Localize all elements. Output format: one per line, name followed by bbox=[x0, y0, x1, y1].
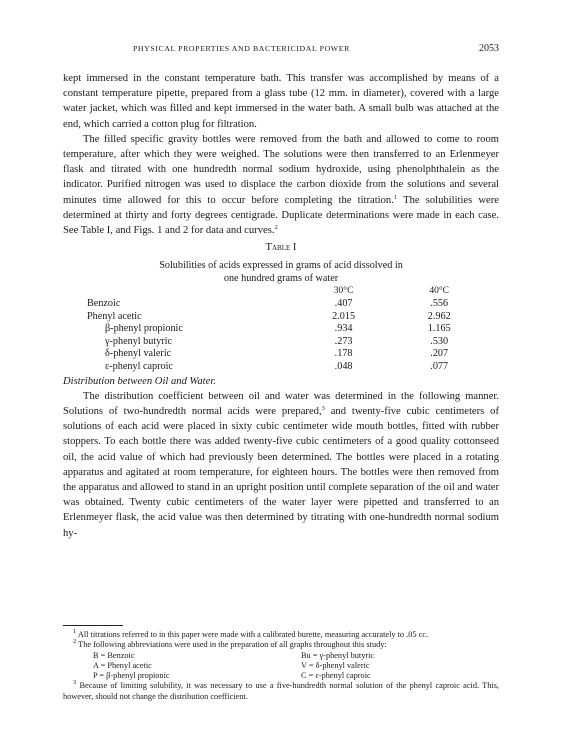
body-text bbox=[63, 71, 499, 541]
value-30c: .273 bbox=[334, 335, 353, 347]
value-40c: 2.962 bbox=[427, 310, 451, 322]
abbr-valeric: V = δ-phenyl valeric bbox=[301, 660, 370, 670]
value-30c: .934 bbox=[334, 323, 353, 335]
footnote-mark-1: 1 bbox=[73, 628, 77, 635]
abbr-acetic: A = Phenyl acetic bbox=[93, 660, 152, 670]
paragraph-2 bbox=[63, 132, 499, 238]
table-title-line-1: Solubilities of acids expressed in grams of acid dissolved in bbox=[159, 260, 403, 272]
acid-name: γ-phenyl butyric bbox=[105, 335, 173, 347]
abbr-benzoic: B = Benzoic bbox=[93, 650, 135, 660]
footnote-ref-3: 3 bbox=[321, 405, 325, 412]
running-head-title: PHYSICAL PROPERTIES AND BACTERICIDAL POWER bbox=[133, 44, 350, 53]
acid-name: β-phenyl propionic bbox=[105, 323, 183, 335]
acid-name: Benzoic bbox=[87, 298, 121, 310]
abbr-propionic: P = β-phenyl propionic bbox=[93, 671, 170, 681]
footnote-3-text: Because of limiting solubility, it was necessary to use a five-hundredth normal solution of the phenyl caproic acid. This, however, should not change the distribution coefficient. bbox=[63, 681, 499, 701]
value-40c: .077 bbox=[430, 361, 449, 372]
footnote-ref-1: 1 bbox=[393, 193, 398, 201]
footnote-1 bbox=[63, 630, 499, 640]
footnote-mark-3: 3 bbox=[73, 679, 77, 687]
paragraph-1: kept immersed in the constant temperature bath. This transfer was accomplished by means of a constant temperature pipette, prepared from a glass tube (12 mm. in diameter), covered with a large water jacket, which was filled and kept immersed in the water bath. A small bulb was attached at the end, which carried a cotton plug for filtration. bbox=[63, 73, 499, 130]
table-row bbox=[87, 298, 487, 311]
acid-name: δ-phenyl valeric bbox=[105, 348, 172, 360]
table-title-line-2: one hundred grams of water bbox=[223, 273, 339, 285]
page-number: 2053 bbox=[479, 43, 499, 54]
value-30c: .048 bbox=[334, 361, 353, 372]
footnote-divider bbox=[63, 625, 123, 626]
paragraph-2-text: The filled specific gravity bottles were removed from the bath and allowed to come to room temperature, after which they were weighed. The solutions were then transferred to an Erlenmeyer flask and titrated with one hundredth normal sodium hydroxide, using phenolphthalein as the indicator. Purified nitrogen was used to displace the carbon dioxide from the solutions and several minutes time allowed for this to occur before completing the titration. bbox=[63, 133, 499, 206]
value-30c: .407 bbox=[334, 298, 353, 310]
value-40c: .556 bbox=[430, 298, 449, 310]
table-header-blank bbox=[87, 285, 296, 298]
abbr-butyric: Bu = γ-phenyl butyric bbox=[301, 650, 375, 660]
table-row bbox=[87, 323, 487, 336]
col-header-30c: 30°C bbox=[333, 286, 354, 297]
solubility-table bbox=[87, 285, 487, 373]
value-40c: .530 bbox=[430, 335, 449, 347]
table-header-row bbox=[87, 285, 487, 298]
footnote-mark-2: 2 bbox=[73, 638, 77, 646]
value-30c: .178 bbox=[334, 348, 353, 360]
table-title bbox=[63, 259, 499, 285]
table-caption: Table I bbox=[265, 242, 297, 254]
value-40c: .207 bbox=[430, 348, 449, 360]
col-header-40c: 40°C bbox=[429, 286, 450, 297]
table-row bbox=[87, 361, 487, 374]
paragraph-3-text-a: The distribution coefficient between oil and water was determined in the following manner. Solutions of two-hundredth normal acids were prepared, bbox=[63, 390, 499, 417]
value-40c: 1.165 bbox=[427, 323, 451, 335]
footnotes bbox=[63, 630, 499, 702]
paragraph-3 bbox=[63, 389, 499, 541]
abbreviation-list bbox=[93, 651, 499, 682]
paragraph-3-text-b: and twenty-five cubic centimeters of solutions of each acid were placed in sixty cubic centimeter wide mouth bottles, fitted with rubber stoppers. To each bottle there was added twenty-five cubic centimeters of a good quality cottonseed oil, the acid value of which had previously been determined. The bottles were placed in a rotating apparatus and agitated at room temperature, for eighteen hours. The bottles were then removed from the apparatus and allowed to stand in an upright position until complete separation of the oil and water was obtained. Twenty cubic centimeters of the water layer were pipetted and transferred to an Erlenmeyer flask, the acid value was then determined by titrating with one-hundredth normal sodium hy- bbox=[63, 406, 499, 539]
footnote-2-text: The following abbreviations were used in the preparation of all graphs throughout this study: bbox=[76, 640, 387, 650]
footnote-ref-2: 2 bbox=[274, 224, 278, 232]
acid-name: Phenyl acetic bbox=[87, 310, 142, 322]
footnote-3 bbox=[63, 681, 499, 702]
abbr-caproic: C = ε-phenyl caproic bbox=[301, 671, 371, 681]
table-row bbox=[87, 348, 487, 361]
table-row bbox=[87, 336, 487, 349]
paragraph-2-text-cont: The solubilities were determined at thirty and forty degrees centigrade. Duplicate determinations were made in each case. See Table I, and Figs. 1 and 2 for data and curves. bbox=[63, 194, 499, 237]
table-row bbox=[87, 311, 487, 324]
footnote-1-text: All titrations referred to in this paper were made with a calibrated burette, measuring accurately to .05 cc. bbox=[76, 630, 429, 639]
section-heading: Distribution between Oil and Water. bbox=[63, 375, 216, 387]
footnote-2 bbox=[63, 640, 499, 650]
value-30c: 2.015 bbox=[332, 310, 356, 322]
acid-name: ε-phenyl caproic bbox=[105, 361, 173, 372]
